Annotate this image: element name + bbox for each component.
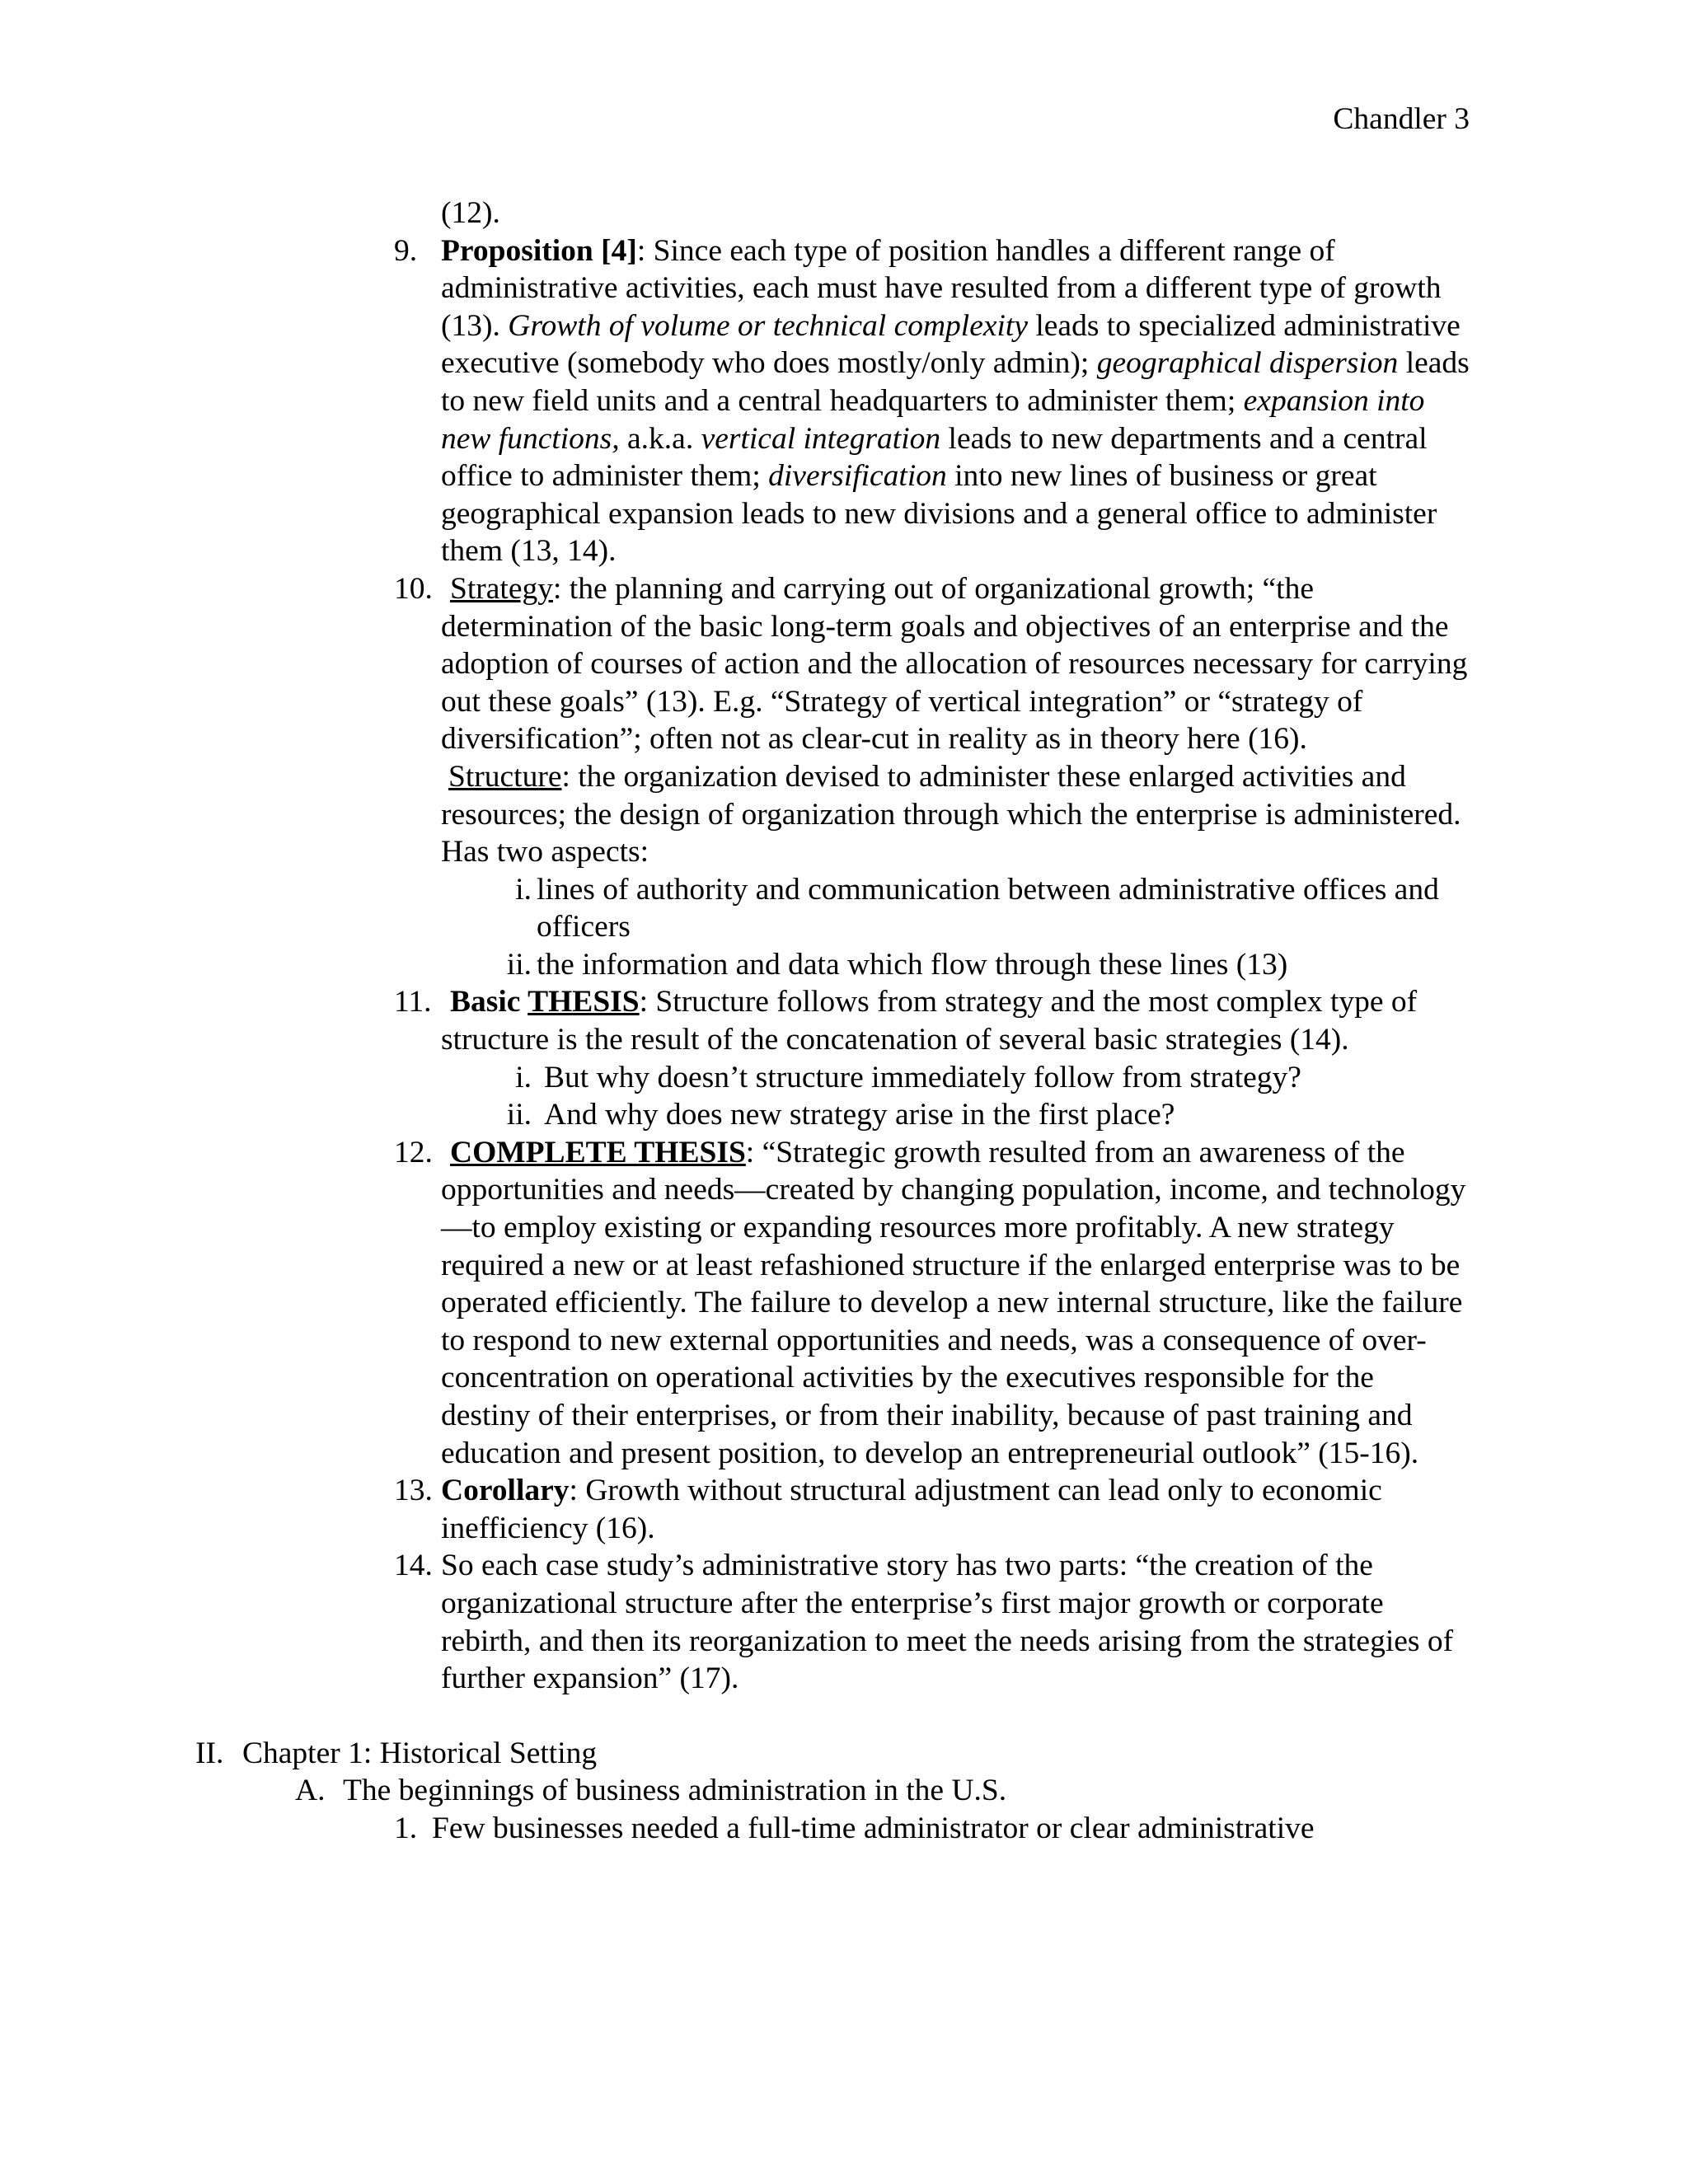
complete-thesis-label: COMPLETE THESIS [450,1135,746,1169]
section-gap [0,1698,1688,1735]
sub-item-number: i. [515,872,532,907]
sub-item-text: And why does new strategy arise in the first place? [544,1098,1175,1132]
item-text: Basic THESIS: Structure follows from strategy and the most complex type of structure is the result of the concatenation of several basic strategies (14). [441,985,1418,1057]
item-number: 13. [394,1474,433,1508]
item-text: So each case study’s administrative story has two parts: “the creation of the organizational structure after the enterprise’s first major growth or corporate rebirth, and then its reorganization to meet the needs arising from the strategies of further expansion” (17). [441,1549,1454,1696]
item-number: 11. [394,985,432,1019]
sub-item-10-ii [0,946,1688,984]
sub-item-11-ii [0,1096,1688,1134]
list-item-13 [0,1472,1688,1547]
sub-item-number: ii. [506,1098,532,1132]
continued-text: (12). [441,196,500,230]
item-text: Few businesses needed a full-time administrator or clear administrative [432,1811,1315,1845]
sub-item-text: lines of authority and communication between administrative offices and officers [537,872,1439,944]
item-text: Strategy: the planning and carrying out of organizational growth; “the determination of the basic long-term goals and objectives of an enterprise and the adoption of courses of action and the allocation of resources necessary for carrying out these goals” (13). E.g. “Strategy of vertical integration” or “strategy of diversification”; often not as clear-cut in reality as in theory here (16). [441,571,1468,757]
continued-item [0,194,1688,232]
sub-item-number: ii. [506,947,532,982]
section-title: Chapter 1: Historical Setting [242,1736,598,1770]
list-item-9 [0,232,1688,570]
term-strategy: Strategy [450,571,553,606]
corollary-label: Corollary [441,1474,570,1508]
list-item-10 [0,570,1688,871]
sub-item-10-i [0,871,1688,946]
section-number: II. [195,1736,224,1770]
subsection-a [0,1772,1688,1810]
list-item-14 [0,1547,1688,1697]
item-text: COMPLETE THESIS: “Strategic growth resulted from an awareness of the opportunities and needs—created by changing population, income, and technology—to employ existing or expanding resources more profitably. A new strategy required a new or at least refashioned structure if the enlarged enterprise was to be operated efficiently. The failure to develop a new internal structure, like the failure to respond to new external opportunities and needs, was a consequence of over-concentration on operational activities by the executives responsible for the destiny of their enterprises, or from their inability, because of past training and education and present position, to develop an entrepreneurial outlook” (15-16). [441,1135,1466,1470]
subsection-a-item-1 [0,1810,1688,1848]
outline-content [0,194,1688,1848]
item-number: 9. [394,233,418,268]
thesis-label: THESIS [528,985,640,1019]
sub-item-number: i. [515,1060,532,1094]
item-text-structure: Structure: the organization devised to administer these enlarged activities and resources; the design of organization through which the enterprise is administered. Has two aspects: [441,759,1461,869]
term-structure: Structure [448,759,562,794]
subsection-text: The beginnings of business administration in the U.S. [343,1774,1007,1808]
bold-term: Proposition [4] [441,233,637,268]
item-text: Corollary: Growth without structural adjustment can lead only to economic inefficiency (16). [441,1474,1382,1545]
section-ii-heading [0,1735,1688,1773]
sub-item-text: But why doesn’t structure immediately follow from strategy? [544,1060,1301,1094]
page-header: Chandler 3 [1333,102,1470,136]
subsection-number: A. [295,1774,326,1808]
item-number: 12. [394,1135,433,1169]
list-item-12 [0,1134,1688,1472]
item-text: Proposition [4]: Since each type of position handles a different range of administrative activities, each must have resulted from a different type of growth (13). Growth of volume or technical complexity leads to specialized administrative executive (somebody who does mostly/only admin); geographical dispersion leads to new field units and a central headquarters to administer them; expansion into new functions, a.k.a. vertical integration leads to new departments and a central office to administer them; diversification into new lines of business or great geographical expansion leads to new divisions and a general office to administer them (13, 14). [441,233,1470,569]
sub-item-11-i [0,1059,1688,1097]
sub-item-text: the information and data which flow through these lines (13) [537,947,1288,982]
item-number: 10. [394,571,433,606]
item-number: 14. [394,1549,433,1583]
list-item-11 [0,983,1688,1058]
item-number: 1. [394,1811,418,1845]
